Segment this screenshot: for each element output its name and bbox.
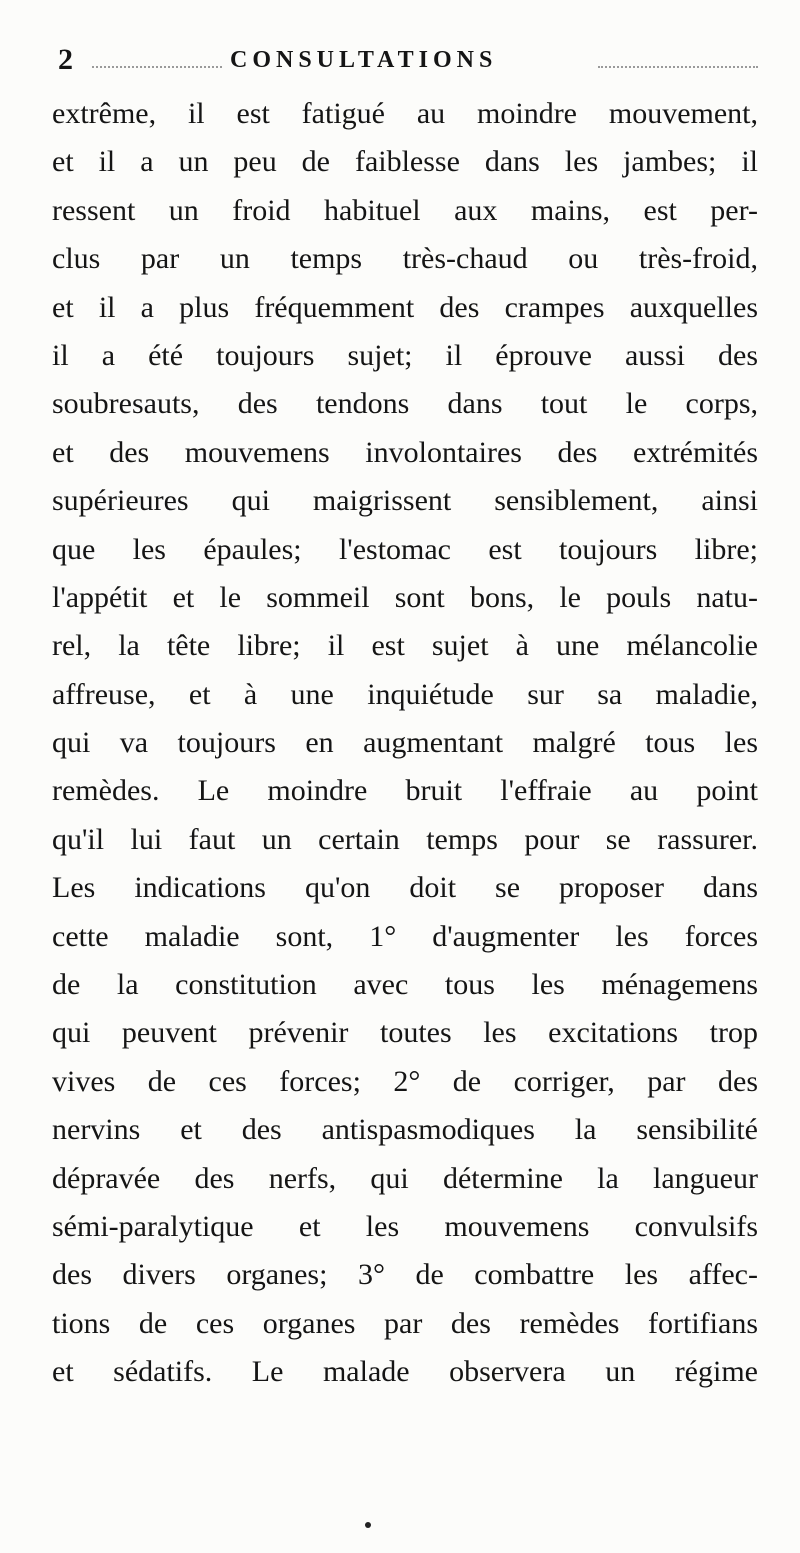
text-line: affreuse, et à une inquiétude sur sa maladie, xyxy=(52,677,758,711)
text-line: cette maladie sont, 1° d'augmenter les forces xyxy=(52,919,758,953)
text-line: remèdes. Le moindre bruit l'effraie au point xyxy=(52,774,758,808)
text-line: qui va toujours en augmentant malgré tous les xyxy=(52,726,758,760)
page-footer xyxy=(0,1420,800,1540)
body-text xyxy=(52,90,758,1397)
text-line: soubresauts, des tendons dans tout le corps, xyxy=(52,387,758,421)
text-line: il a été toujours sujet; il éprouve aussi des xyxy=(52,338,758,372)
text-line: vives de ces forces; 2° de corriger, par des xyxy=(52,1064,758,1098)
text-line: tions de ces organes par des remèdes fortifians xyxy=(52,1306,758,1340)
text-line: ressent un froid habituel aux mains, est per- xyxy=(52,193,758,227)
header-rule-left xyxy=(92,66,222,68)
ink-speck xyxy=(365,1522,371,1528)
page-number: 2 xyxy=(58,43,73,76)
text-line: qui peuvent prévenir toutes les excitations trop xyxy=(52,1016,758,1050)
page-header xyxy=(58,42,758,78)
running-head: CONSULTATIONS xyxy=(230,47,498,73)
text-line: sémi-paralytique et les mouvemens convulsifs xyxy=(52,1209,758,1243)
text-line: rel, la tête libre; il est sujet à une mélancolie xyxy=(52,629,758,663)
header-rule-right xyxy=(598,66,758,68)
text-line: l'appétit et le sommeil sont bons, le pouls natu- xyxy=(52,580,758,614)
text-line: Les indications qu'on doit se proposer dans xyxy=(52,871,758,905)
text-line: clus par un temps très-chaud ou très-froid, xyxy=(52,242,758,276)
text-line: que les épaules; l'estomac est toujours libre; xyxy=(52,532,758,566)
text-line: supérieures qui maigrissent sensiblement, ainsi xyxy=(52,484,758,518)
text-line: nervins et des antispasmodiques la sensibilité xyxy=(52,1113,758,1147)
text-line: des divers organes; 3° de combattre les affec- xyxy=(52,1258,758,1292)
text-line: dépravée des nerfs, qui détermine la langueur xyxy=(52,1161,758,1195)
text-line: et sédatifs. Le malade observera un régime xyxy=(52,1355,758,1389)
text-line: et il a plus fréquemment des crampes auxquelles xyxy=(52,290,758,324)
text-line: extrême, il est fatigué au moindre mouvement, xyxy=(52,97,758,130)
text-line: de la constitution avec tous les ménagemens xyxy=(52,968,758,1002)
text-line: et il a un peu de faiblesse dans les jambes; il xyxy=(52,145,758,179)
text-line: et des mouvemens involontaires des extrémités xyxy=(52,435,758,469)
text-line: qu'il lui faut un certain temps pour se rassurer. xyxy=(52,822,758,856)
